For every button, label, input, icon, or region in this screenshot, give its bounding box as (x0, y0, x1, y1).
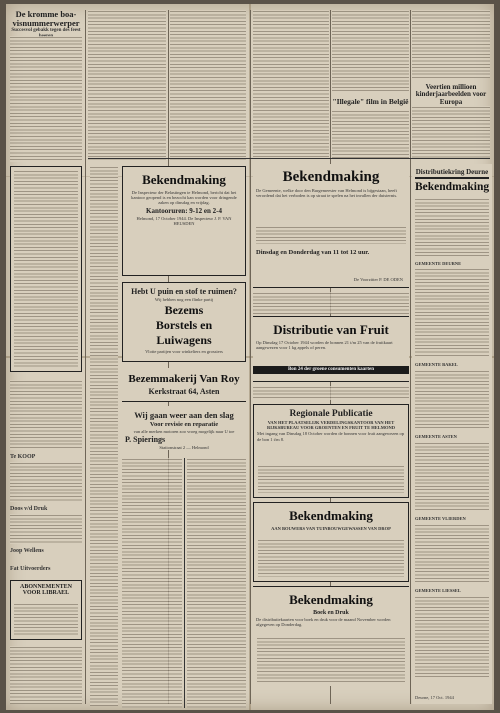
article-text (412, 106, 490, 158)
abonnementen-title: ABONNEMENTEN VOOR LIBRAEL (19, 584, 72, 597)
article-text (253, 10, 329, 158)
ad-bezemmakerij (122, 368, 246, 402)
ad-bekendmaking-gemeente (253, 164, 409, 288)
section-rule (88, 158, 490, 159)
notice-text (253, 292, 409, 314)
ad-title: Hebt U puin en stof te ruimen? (131, 287, 237, 296)
section-heading: GEMEENTE DEURNE (415, 261, 462, 266)
ad-title: Regionale Publicatie (289, 409, 373, 419)
ad-puin (122, 282, 246, 362)
ad-sub2: van alle merken motoren zoo vroeg mogelijk naar U toe (133, 429, 235, 434)
ad-text (415, 370, 489, 430)
abonnementen-box (10, 580, 82, 640)
ad-address: Kerkstraat 64, Asten (148, 387, 220, 396)
classified-heading: Doos v/d Druk (10, 506, 48, 512)
classified-heading: Joop Wellens (10, 548, 44, 554)
ad-body: De distributiekaarten voor boek en druk voor de maand November worden afgegeven op Donderdag. (256, 617, 391, 628)
ad-sub: AAN BOUWERS VAN TUINBOUWGEWASSEN VAN DROP (271, 526, 391, 531)
ad-distributiekring (412, 164, 492, 704)
ad-line: Borstels en (155, 318, 213, 333)
ad-title: Bekendmaking (289, 508, 373, 523)
ad-text (415, 524, 489, 584)
ad-text (415, 198, 489, 258)
ad-text (415, 442, 489, 512)
ad-text (415, 268, 489, 358)
ad-line: Bezems (164, 303, 204, 318)
ad-text (257, 637, 405, 682)
headline: "Illegale" film in België (332, 97, 409, 106)
article-text (332, 110, 409, 158)
article-text (10, 646, 82, 704)
ad-signoff: Helmond, 17 October 1944. De Inspecteur J. P. VAN HEUSDEN (136, 215, 232, 226)
ad-title: Wij gaan weer aan den slag (134, 410, 234, 420)
column-1 (10, 10, 82, 704)
ad-bekendmaking-belastingen (122, 166, 246, 276)
section-heading: GEMEENTE LIESSEL (415, 588, 461, 593)
divider (415, 177, 489, 179)
ad-title: Bekendmaking (415, 181, 490, 193)
classifieds-right (187, 458, 246, 708)
article-text (10, 36, 82, 162)
ad-sub: VAN HET PLAATSELIJK VERDELINGSKANTOOR VAN HET RIJKSBUREAU VOOR GROENTEN EN FRUIT TE HELMOND (267, 420, 395, 431)
ad-bekendmaking-boek (253, 586, 409, 686)
newspaper-page (6, 4, 494, 710)
notice-text (253, 386, 409, 400)
ad-body: Op Dinsdag 17 October 1944 worden de bonnen 21 t/m 25 van de fruitkaart aangewezen voor 1 kg appels of peren. (256, 340, 393, 351)
article-text (10, 380, 82, 450)
ad-sub: Voor revisie en reparatie (149, 421, 219, 428)
ad-text (258, 465, 404, 493)
article-text (88, 10, 166, 160)
ad-strip: Bon 24 der groene consumenten kaarten (253, 366, 409, 374)
ad-address: Stationstraat 2 — Helmond (159, 445, 209, 451)
section-heading: GEMEENTE ASTEN (415, 434, 457, 439)
classified-heading: Fat Uitvoerders (10, 566, 51, 572)
classified-heading: Te KOOP (10, 454, 36, 460)
ad-text (415, 596, 489, 678)
ad-title: Bekendmaking (289, 592, 373, 607)
abonnementen-text (14, 603, 78, 636)
column-rule (410, 10, 411, 704)
ad-header: Distributiekring Deurne (415, 168, 489, 176)
article-text (170, 10, 246, 160)
ad-body: De Gemeente, welke door den Burgemeester van Helmond is bijgestaan, heeft verordend dat het verboden is op straat te spelen na het invallen der duisternis. (256, 188, 398, 199)
classified-text (10, 514, 82, 544)
section-heading: GEMEENTE VLIERDEN (415, 516, 466, 521)
ad-hours: Kantooruren: 9-12 en 2-4 (146, 206, 222, 215)
ad-sub: Boek en Druk (313, 610, 349, 616)
column-2-lower-text (90, 166, 118, 706)
ad-foot: Vlotte partijen voor winkeliers en grossiers (145, 349, 223, 355)
notice-text (14, 170, 78, 368)
ad-emph: Dinsdag en Donderdag van 11 tot 12 uur. (256, 249, 370, 256)
notice-box (10, 166, 82, 372)
ad-title: Bekendmaking (142, 172, 226, 187)
headline: De kromme boa-visnummerwerper (12, 10, 80, 28)
column-rule (85, 10, 86, 704)
ad-text (258, 539, 404, 577)
ad-regionale-publicatie (253, 404, 409, 498)
article-text (332, 10, 409, 92)
ad-bekendmaking-drop (253, 502, 409, 582)
ad-text (256, 226, 406, 244)
ad-body: De Inspecteur der Belastingen te Helmond, bericht dat het kantoor geopend is en bezocht kan worden voor dringende zaken op dinsdag en vrijdag. (131, 190, 237, 206)
classified-text (10, 462, 82, 502)
section-heading: GEMEENTE BAKEL (415, 362, 458, 367)
column-rule (250, 10, 251, 704)
ad-title: Bezemmakerij Van Roy (128, 373, 240, 385)
classifieds-divider (184, 458, 185, 708)
ad-line: Luiwagens (156, 333, 212, 348)
ad-title: Distributie van Fruit (273, 322, 389, 337)
ad-body: Met ingang van Dinsdag 18 October worden de bonnen voor fruit aangewezen op de bon 1 t/m 8. (257, 431, 404, 442)
ad-title: Bekendmaking (282, 169, 380, 185)
ad-sub: Wij hebben nog een flinke partij (154, 297, 214, 302)
ad-fruit (253, 316, 409, 382)
ad-name: P. Spierings (125, 435, 166, 445)
subheadline: Succesvol gebakk tegen des feest (11, 27, 81, 33)
ad-sign: Deurne, 17 Oct. 1944 (415, 694, 454, 700)
ad-spierings (122, 406, 246, 450)
classifieds-left (122, 458, 182, 708)
article-text (412, 10, 490, 78)
headline: Veertien millioen kinderjaarbeelden voor Europa (415, 83, 487, 106)
ad-sign: De Voorzitter P. DE ODEN (353, 276, 403, 282)
